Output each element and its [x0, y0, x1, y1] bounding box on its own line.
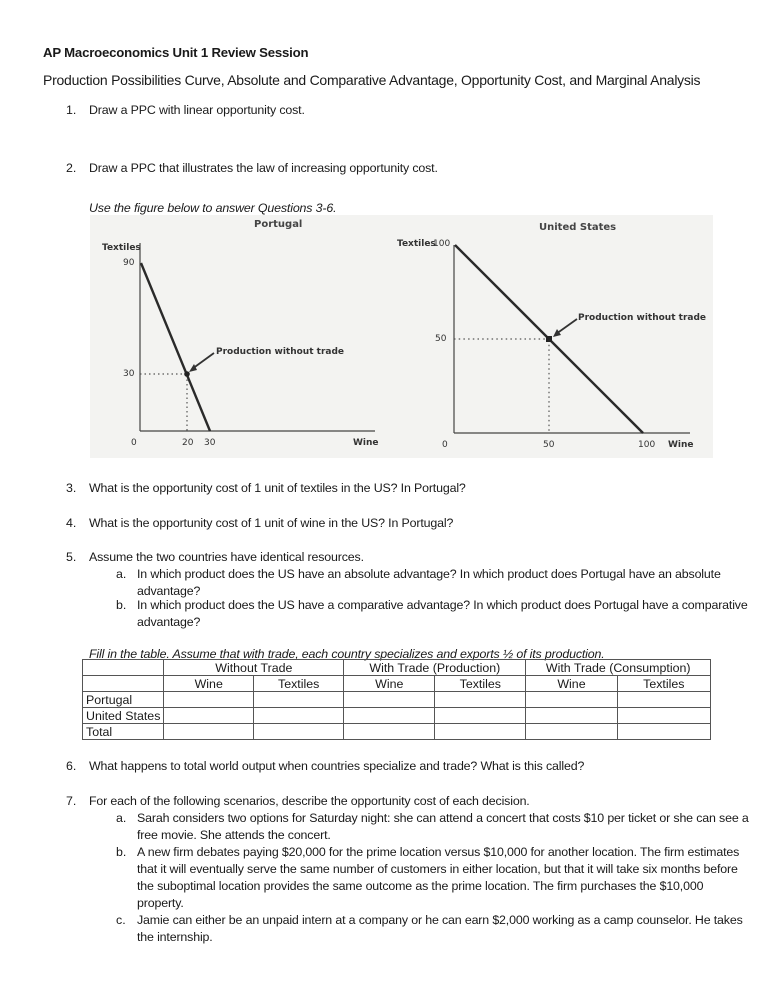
document-title: AP Macroeconomics Unit 1 Review Session [43, 45, 309, 60]
portugal-x-tick-0: 0 [131, 438, 137, 448]
table-subheader-textiles: Textiles [254, 676, 344, 692]
portugal-x-tick-20: 20 [182, 438, 194, 448]
subquestion-text: Sarah considers two options for Saturday night: she can attend a concert that costs $10 per ticket or she can see a [137, 811, 749, 825]
subquestion-text-cont: free movie. She attends the concert. [137, 828, 331, 842]
table-subheader-textiles: Textiles [435, 676, 526, 692]
subquestion-text: Jamie can either be an unpaid intern at a company or he can earn $2,000 working as a camp counselor. He takes [137, 913, 743, 927]
subquestion-text-cont: advantage? [137, 615, 201, 629]
us-y-tick-50: 50 [435, 334, 447, 344]
us-x-tick-100: 100 [638, 440, 656, 450]
table-subheader-textiles: Textiles [617, 676, 710, 692]
portugal-chart-title: Portugal [254, 219, 303, 230]
table-subheader-wine: Wine [526, 676, 617, 692]
subquestion-text-cont: that it will eventually serve the same number of customers in either location, but that it will take six months before [137, 862, 738, 876]
table-cell[interactable] [344, 708, 435, 724]
subquestion-text: In which product does the US have an absolute advantage? In which product does Portugal have an absolute [137, 567, 721, 581]
question-text: Assume the two countries have identical resources. [89, 550, 364, 564]
subquestion-text-cont: the internship. [137, 930, 213, 944]
table-row [83, 708, 711, 724]
question-number: 2. [66, 161, 77, 175]
portugal-y-tick-90: 90 [123, 258, 135, 268]
table-subheader-wine: Wine [344, 676, 435, 692]
table-cell[interactable] [526, 724, 617, 740]
trade-table [82, 659, 711, 740]
subquestion-text-cont: advantage? [137, 584, 201, 598]
table-cell[interactable] [435, 708, 526, 724]
table-cell[interactable] [164, 708, 254, 724]
us-y-tick-100: 100 [433, 239, 451, 249]
table-subheader-wine: Wine [164, 676, 254, 692]
table-cell[interactable] [344, 692, 435, 708]
table-cell[interactable] [164, 692, 254, 708]
table-cell[interactable] [254, 692, 344, 708]
us-annotation: Production without trade [578, 313, 707, 323]
question-number: 6. [66, 759, 77, 773]
figure-caption: Use the figure below to answer Questions 3-6. [89, 201, 337, 215]
question-text: Draw a PPC with linear opportunity cost. [89, 103, 305, 117]
us-y-axis-label: Textiles [397, 239, 436, 249]
us-chart [454, 245, 690, 433]
subquestion-letter: a. [116, 567, 127, 581]
us-x-tick-50: 50 [543, 440, 555, 450]
subquestion-text-cont: property. [137, 896, 184, 910]
subquestion-letter: b. [116, 845, 127, 859]
table-cell[interactable] [435, 724, 526, 740]
table-cell[interactable] [344, 724, 435, 740]
subquestion-letter: c. [116, 913, 126, 927]
question-text: Draw a PPC that illustrates the law of increasing opportunity cost. [89, 161, 438, 175]
portugal-y-axis-label: Textiles [102, 243, 141, 253]
subquestion-letter: b. [116, 598, 127, 612]
us-x-tick-0: 0 [442, 440, 448, 450]
table-cell[interactable] [617, 708, 710, 724]
portugal-x-tick-30: 30 [204, 438, 216, 448]
ppc-figure [90, 215, 713, 458]
table-corner-cell [83, 660, 164, 676]
question-text: What is the opportunity cost of 1 unit of wine in the US? In Portugal? [89, 516, 454, 530]
table-cell[interactable] [435, 692, 526, 708]
table-cell[interactable] [617, 724, 710, 740]
question-number: 5. [66, 550, 77, 564]
table-row-label: Total [83, 724, 164, 740]
question-number: 1. [66, 103, 77, 117]
table-header-with-trade-production: With Trade (Production) [344, 660, 526, 676]
table-subheader-row [83, 676, 711, 692]
table-cell[interactable] [254, 724, 344, 740]
question-number: 3. [66, 481, 77, 495]
portugal-x-axis-label: Wine [353, 438, 379, 448]
subquestion-text-cont: the suboptimal location provides the same outcome as the prime location. The firm purchases the $10,000 [137, 879, 704, 893]
table-cell[interactable] [526, 708, 617, 724]
table-cell[interactable] [617, 692, 710, 708]
table-row-label: Portugal [83, 692, 164, 708]
question-text: What happens to total world output when countries specialize and trade? What is this called? [89, 759, 585, 773]
subquestion-letter: a. [116, 811, 127, 825]
table-cell[interactable] [254, 708, 344, 724]
question-number: 4. [66, 516, 77, 530]
table-corner-cell [83, 676, 164, 692]
table-cell[interactable] [164, 724, 254, 740]
table-cell[interactable] [526, 692, 617, 708]
table-caption: Fill in the table. Assume that with trade, each country specializes and exports ½ of its production. [89, 647, 605, 661]
table-group-header-row [83, 660, 711, 676]
document-subtitle: Production Possibilities Curve, Absolute and Comparative Advantage, Opportunity Cost, and Marginal Analysis [43, 72, 701, 88]
table-row [83, 724, 711, 740]
question-number: 7. [66, 794, 77, 808]
question-text: For each of the following scenarios, describe the opportunity cost of each decision. [89, 794, 530, 808]
question-text: What is the opportunity cost of 1 unit of textiles in the US? In Portugal? [89, 481, 466, 495]
us-x-axis-label: Wine [668, 440, 694, 450]
table-header-without-trade: Without Trade [164, 660, 344, 676]
portugal-chart [140, 243, 375, 431]
table-header-with-trade-consumption: With Trade (Consumption) [526, 660, 711, 676]
portugal-annotation: Production without trade [216, 347, 345, 357]
table-row [83, 692, 711, 708]
subquestion-text: In which product does the US have a comparative advantage? In which product does Portugal have a comparative [137, 598, 748, 612]
us-chart-title: United States [539, 222, 617, 233]
table-row-label: United States [83, 708, 164, 724]
subquestion-text: A new firm debates paying $20,000 for the prime location versus $10,000 for another location. The firm estimates [137, 845, 740, 859]
ppc-charts-svg [90, 215, 713, 458]
portugal-y-tick-30: 30 [123, 369, 135, 379]
